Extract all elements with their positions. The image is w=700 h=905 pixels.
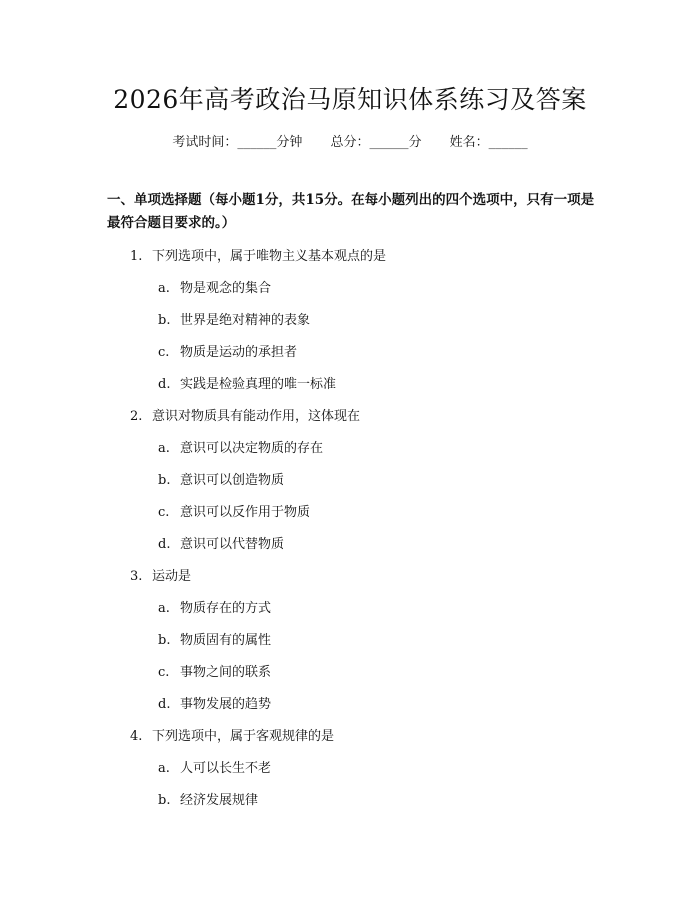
question-2 — [130, 405, 360, 424]
option-text: 经济发展规律 — [180, 793, 259, 808]
option-3a — [158, 597, 271, 616]
option-text: 物质是运动的承担者 — [180, 345, 298, 360]
option-3b — [158, 629, 271, 648]
option-1b — [158, 309, 310, 328]
option-2c — [158, 501, 310, 520]
option-letter: a. — [158, 281, 170, 296]
option-letter: b. — [158, 473, 171, 488]
option-1d — [158, 373, 336, 392]
question-1 — [130, 245, 386, 264]
option-text: 事物发展的趋势 — [180, 697, 272, 712]
option-text: 人可以长生不老 — [180, 761, 272, 776]
option-text: 意识可以反作用于物质 — [180, 505, 311, 520]
question-text: 下列选项中，属于唯物主义基本观点的是 — [152, 249, 387, 264]
option-text: 物质固有的属性 — [180, 633, 272, 648]
option-3c — [158, 661, 271, 680]
student-name-field: 姓名：______ — [449, 135, 528, 150]
question-text: 运动是 — [152, 569, 192, 584]
option-text: 意识可以创造物质 — [180, 473, 285, 488]
option-2b — [158, 469, 284, 488]
option-2a — [158, 437, 323, 456]
question-text: 意识对物质具有能动作用，这体现在 — [152, 409, 361, 424]
option-4a — [158, 757, 271, 776]
question-number: 3. — [130, 569, 143, 584]
document-title: 2026年高考政治马原知识体系练习及答案 — [113, 85, 587, 114]
total-score-field: 总分：______分 — [330, 135, 422, 150]
option-letter: d. — [158, 697, 171, 712]
exam-info-line — [0, 131, 700, 150]
option-letter: b. — [158, 793, 171, 808]
question-text: 下列选项中，属于客观规律的是 — [152, 729, 335, 744]
question-4 — [130, 725, 334, 744]
option-1c — [158, 341, 297, 360]
option-text: 事物之间的联系 — [180, 665, 272, 680]
option-letter: a. — [158, 601, 170, 616]
option-text: 意识可以决定物质的存在 — [180, 441, 324, 456]
option-letter: b. — [158, 313, 171, 328]
option-text: 物质存在的方式 — [180, 601, 272, 616]
option-letter: d. — [158, 377, 171, 392]
option-text: 意识可以代替物质 — [180, 537, 285, 552]
option-text: 实践是检验真理的唯一标准 — [180, 377, 337, 392]
option-letter: c. — [158, 665, 170, 680]
option-1a — [158, 277, 271, 296]
question-number: 2. — [130, 409, 143, 424]
option-letter: a. — [158, 441, 170, 456]
option-4b — [158, 789, 258, 808]
option-letter: b. — [158, 633, 171, 648]
option-3d — [158, 693, 271, 712]
question-3 — [130, 565, 191, 584]
option-letter: d. — [158, 537, 171, 552]
option-2d — [158, 533, 284, 552]
section-heading: 一、单项选择题（每小题1分，共15分。在每小题列出的四个选项中，只有一项是最符合题目要求的。） — [107, 192, 595, 231]
option-letter: c. — [158, 345, 170, 360]
option-letter: a. — [158, 761, 170, 776]
exam-time-field: 考试时间：______分钟 — [172, 135, 303, 150]
option-letter: c. — [158, 505, 170, 520]
option-text: 物是观念的集合 — [180, 281, 272, 296]
option-text: 世界是绝对精神的表象 — [180, 313, 311, 328]
question-number: 4. — [130, 729, 143, 744]
question-number: 1. — [130, 249, 143, 264]
